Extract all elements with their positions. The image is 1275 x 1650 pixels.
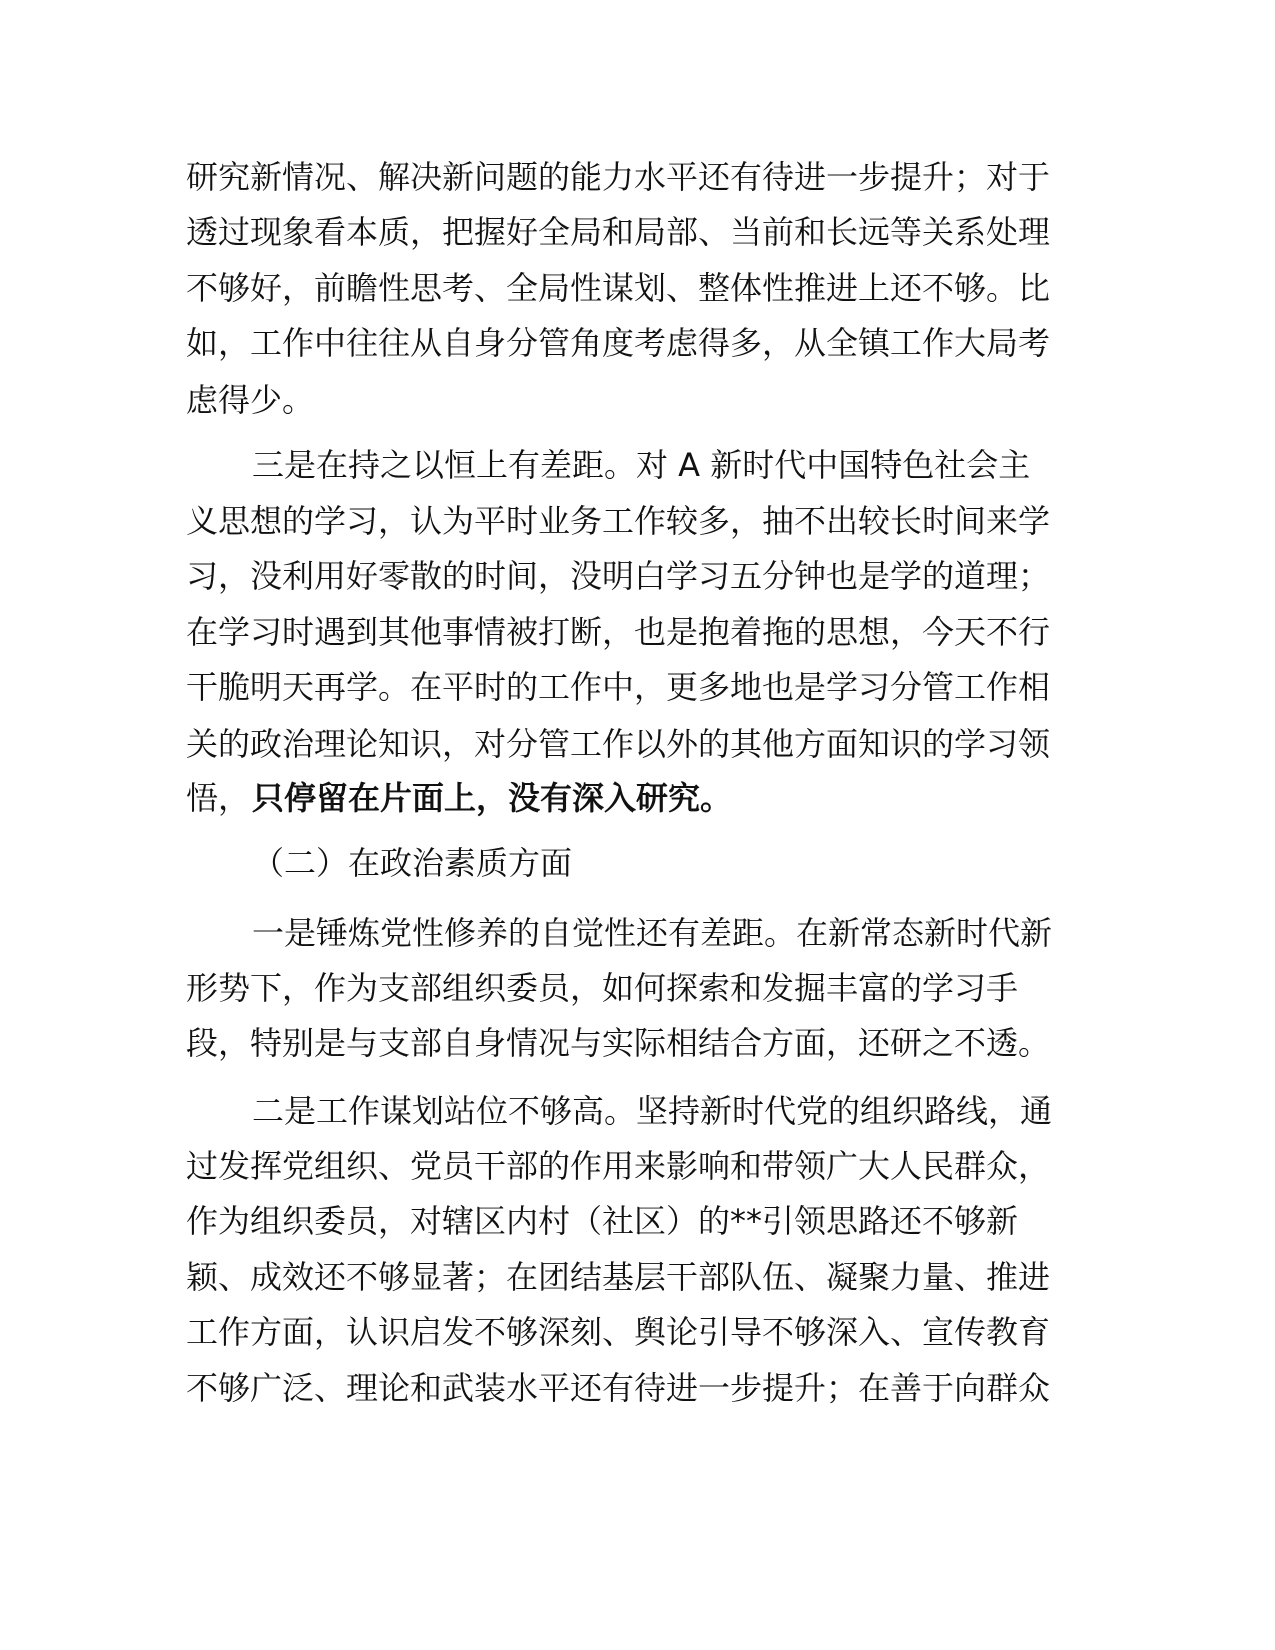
paragraph-first-line: 三是在持之以恒上有差距。对 A 新时代中国特色社会主 [252,446,1031,484]
text-line: 干脆明天再学。在平时的工作中，更多地也是学习分管工作相 [186,668,1051,706]
paragraph-first-line: 一是锤炼党性修养的自觉性还有差距。在新常态新时代新 [252,914,1053,952]
text-line: 作为组织委员，对辖区内村（社区）的**引领思路还不够新 [186,1202,1019,1240]
text-line: 不够好，前瞻性思考、全局性谋划、整体性推进上还不够。比 [186,269,1051,307]
text-line: 虑得少。 [186,381,315,419]
text-line: 如，工作中往往从自身分管角度考虑得多，从全镇工作大局考 [186,324,1051,362]
text-line: 关的政治理论知识，对分管工作以外的其他方面知识的学习领 [186,725,1051,763]
text-line: 过发挥党组织、党员干部的作用来影响和带领广大人民群众， [186,1147,1051,1185]
text-line: 习，没利用好零散的时间，没明白学习五分钟也是学的道理； [186,557,1051,595]
text-line: 颖、成效还不够显著；在团结基层干部队伍、凝聚力量、推进 [186,1258,1051,1296]
paragraph-first-line: 二是工作谋划站位不够高。坚持新时代党的组织路线，通 [252,1092,1053,1130]
text-line: 研究新情况、解决新问题的能力水平还有待进一步提升；对于 [186,158,1051,196]
text-line: 在学习时遇到其他事情被打断，也是抱着拖的思想，今天不行 [186,613,1051,651]
bold-text-segment: 只停留在片面上，没有深入研究。 [252,779,733,817]
text-line-segment: 悟， [186,779,251,817]
text-line: 不够广泛、理论和武装水平还有待进一步提升；在善于向群众 [186,1369,1051,1407]
text-line: 段，特别是与支部自身情况与实际相结合方面，还研之不透。 [186,1024,1051,1062]
text-line: 义思想的学习，认为平时业务工作较多，抽不出较长时间来学 [186,502,1051,540]
text-line: 透过现象看本质，把握好全局和局部、当前和长远等关系处理 [186,213,1051,251]
text-line: 形势下，作为支部组织委员，如何探索和发掘丰富的学习手 [186,969,1019,1007]
text-line: 工作方面，认识启发不够深刻、舆论引导不够深入、宣传教育 [186,1313,1051,1351]
section-heading: （二）在政治素质方面 [252,844,573,882]
